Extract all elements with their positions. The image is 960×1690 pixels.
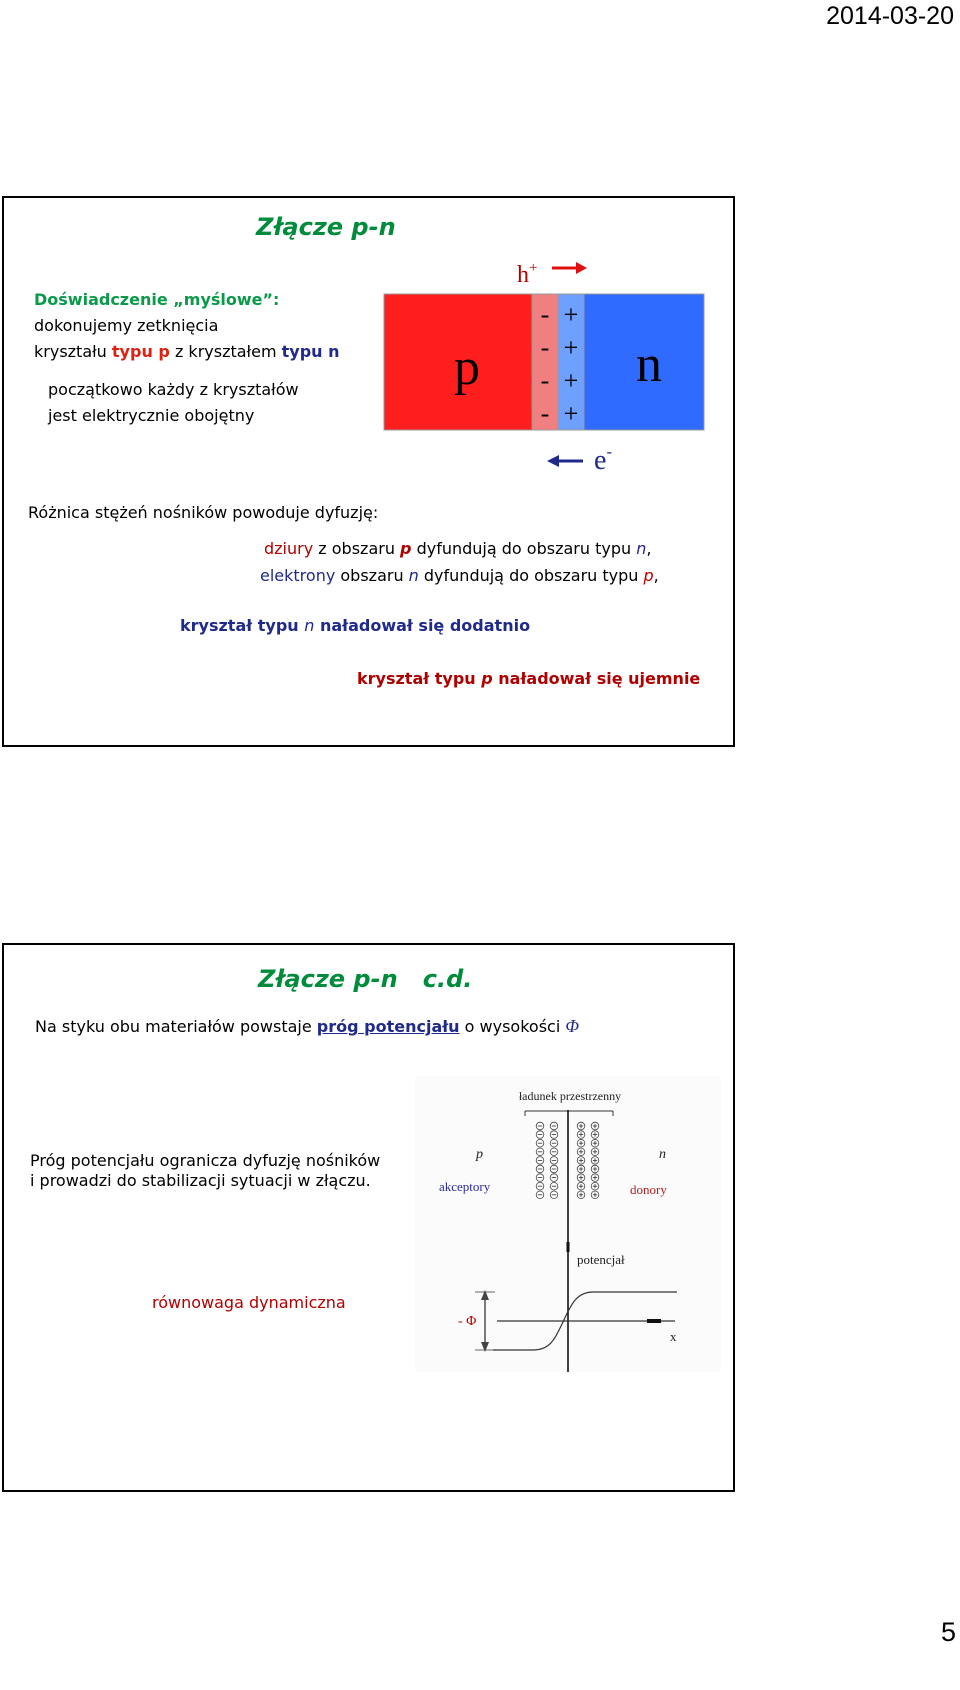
space-charge-figure xyxy=(415,1076,721,1372)
document-date: 2014-03-20 xyxy=(826,2,954,30)
intro-line-3 xyxy=(34,342,374,368)
threshold-line xyxy=(35,1016,579,1037)
intro-line-2: dokonujemy zetknięcia xyxy=(34,316,219,335)
plus-sign: + xyxy=(563,399,579,428)
acceptors-label: akceptory xyxy=(439,1179,491,1194)
p-charged-p: p xyxy=(481,669,493,688)
minus-sign: - xyxy=(540,300,550,329)
holes-f: , xyxy=(646,539,652,558)
space-charge-label: ładunek przestrzenny xyxy=(518,1089,622,1103)
junction-figure xyxy=(377,248,727,478)
equilibrium-label: równowaga dynamiczna xyxy=(152,1293,346,1312)
intro-line-3-b: z kryształem xyxy=(169,342,282,361)
space-charge-svg xyxy=(415,1076,721,1372)
minus-sign: - xyxy=(540,399,550,428)
x-axis-label: x xyxy=(670,1329,677,1344)
electrons-d: dyfundują do obszaru typu xyxy=(418,566,644,585)
p-charged-statement xyxy=(357,669,700,689)
barrier-description xyxy=(30,1151,380,1191)
intro-line-3-a: kryształu xyxy=(34,342,112,361)
electron-letter: e xyxy=(594,445,607,476)
plus-sign: + xyxy=(563,333,579,362)
potential-barrier-link[interactable]: próg potencjału xyxy=(316,1017,460,1036)
hole-arrowhead-icon xyxy=(576,262,587,274)
holes-b: z obszaru xyxy=(313,539,401,558)
holes-word: dziury xyxy=(264,539,314,558)
slide-1-title: Złącze p-n xyxy=(256,213,396,241)
intro-line-5: jest elektrycznie obojętny xyxy=(48,406,255,425)
minus-sign: - xyxy=(540,366,550,395)
diffusion-heading: Różnica stężeń nośników powoduje dyfuzję: xyxy=(28,503,379,522)
fig-n-label: n xyxy=(659,1147,666,1162)
fig-p-label: p xyxy=(476,1147,483,1162)
intro-line-4: początkowo każdy z kryształów xyxy=(48,380,299,399)
electrons-word: elektrony xyxy=(260,566,336,585)
minus-sign: - xyxy=(540,333,550,362)
hole-sup: + xyxy=(529,260,538,276)
p-label: p xyxy=(454,339,480,396)
intro-typu-n: typu n xyxy=(281,342,340,361)
phi-label: - Φ xyxy=(458,1314,477,1329)
holes-d: dyfundują do obszaru typu xyxy=(411,539,637,558)
plus-sign: + xyxy=(563,366,579,395)
holes-line xyxy=(264,539,651,559)
slide-2-title: Złącze p-n c.d. xyxy=(258,965,473,993)
electron-arrowhead-icon xyxy=(547,455,559,467)
potential-label: potencjał xyxy=(577,1252,625,1267)
threshold-b: o wysokości xyxy=(459,1017,566,1036)
electron-sup: - xyxy=(606,442,613,461)
electrons-p: p xyxy=(643,566,654,585)
n-charged-statement xyxy=(180,616,530,636)
p-charged-c: naładował się ujemnie xyxy=(492,669,701,688)
electrons-line xyxy=(260,566,659,586)
slide-1 xyxy=(2,196,735,747)
slide-2 xyxy=(2,943,735,1492)
n-charged-n: n xyxy=(304,616,315,635)
phi-symbol: Φ xyxy=(565,1016,580,1036)
holes-p: p xyxy=(400,539,412,558)
electrons-b: obszaru xyxy=(335,566,409,585)
p-charged-a: kryształ typu xyxy=(357,669,482,688)
electron-label xyxy=(594,442,612,476)
intro-label: Doświadczenie „myślowe”: xyxy=(34,290,280,309)
holes-n: n xyxy=(636,539,647,558)
page-number: 5 xyxy=(940,1617,956,1647)
donors-label: donory xyxy=(630,1182,667,1197)
hole-letter: h xyxy=(517,262,529,288)
plus-sign: + xyxy=(563,300,579,329)
barrier-desc-line-2: i prowadzi do stabilizacji sytuacji w złączu. xyxy=(30,1171,371,1190)
electrons-n: n xyxy=(408,566,419,585)
intro-text xyxy=(34,290,374,432)
hole-label xyxy=(517,260,537,288)
junction-svg xyxy=(377,248,727,478)
electrons-f: , xyxy=(653,566,659,585)
n-label: n xyxy=(636,336,662,393)
n-charged-a: kryształ typu xyxy=(180,616,305,635)
intro-typu-p: typu p xyxy=(111,342,170,361)
barrier-desc-line-1: Próg potencjału ogranicza dyfuzję nośników xyxy=(30,1151,381,1170)
n-charged-c: naładował się dodatnio xyxy=(314,616,531,635)
threshold-a: Na styku obu materiałów powstaje xyxy=(35,1017,317,1036)
